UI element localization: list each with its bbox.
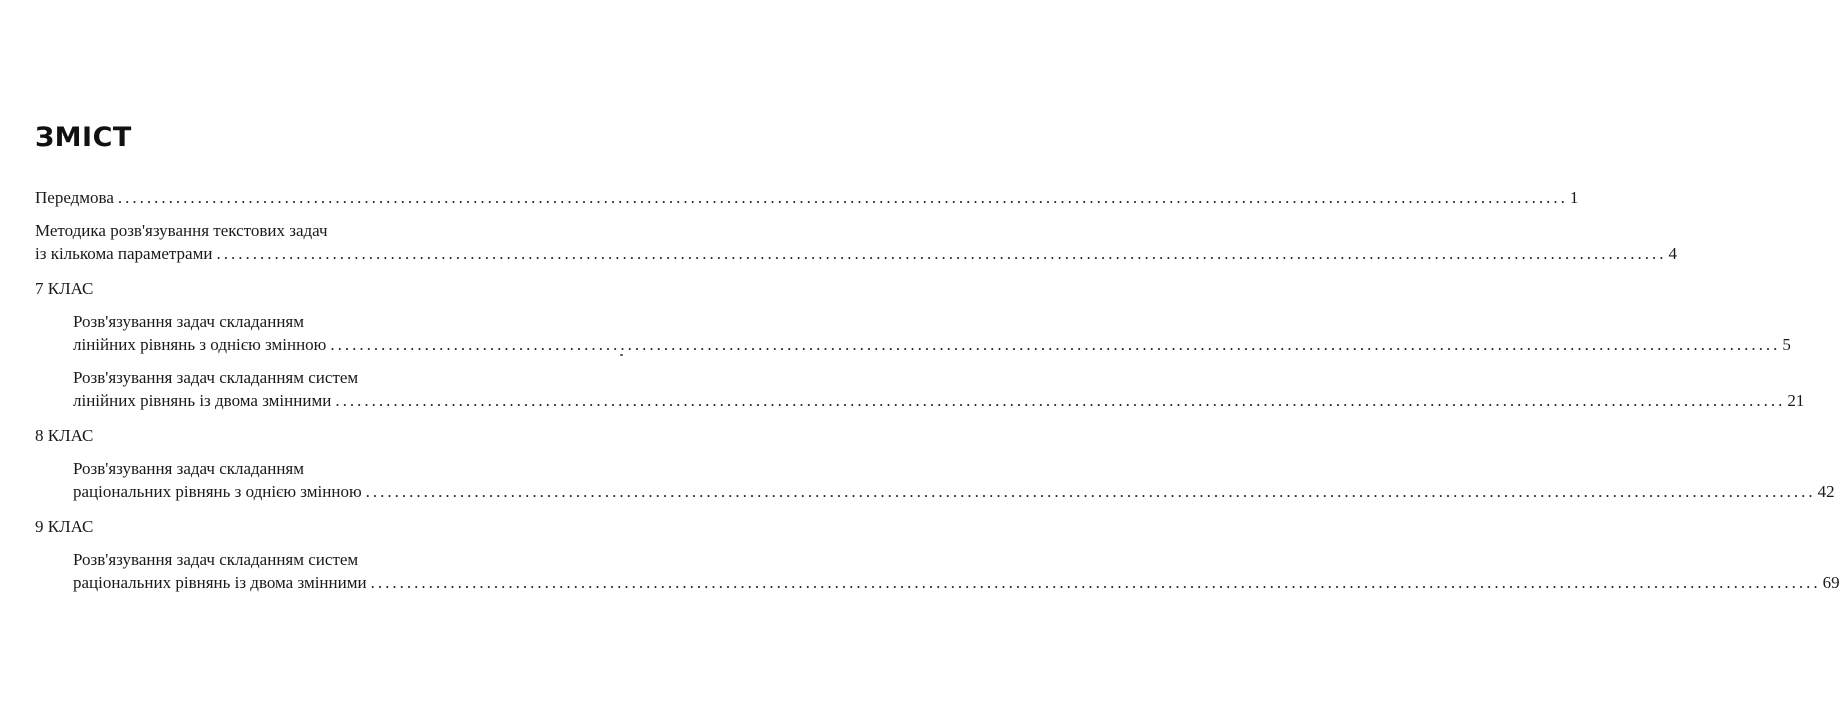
section-heading-grade-7: 7 КЛАС (35, 279, 94, 298)
entry-title-line-2: із кількома параметрами (35, 244, 213, 263)
toc-entry-grade9-item1 (73, 548, 1840, 594)
dot-leader: ........................................................................................................................................................................................................ (370, 573, 1821, 592)
entry-title-line-1: Розв'язування задач складанням систем (73, 550, 359, 569)
entry-title-line-2: лінійних рівнянь з однією змінною (73, 335, 327, 354)
dot-leader: ........................................................................................................................................................................................................ (330, 335, 1781, 354)
entry-title-line-1: Розв'язування задач складанням систем (73, 368, 359, 387)
toc-entry-method (35, 219, 1677, 265)
page-number: 5 (1782, 335, 1791, 354)
entry-title-line-1: Методика розв'язування текстових задач (35, 221, 328, 240)
page-number: 42 (1817, 482, 1835, 501)
dot-leader: ........................................................................................................................................................................................................ (216, 244, 1667, 263)
toc-entry-preface (35, 186, 1579, 209)
dot-leader: ........................................................................................................................................................................................................ (365, 482, 1816, 501)
entry-title-line-1: Розв'язування задач складанням (73, 312, 305, 331)
page-title: ЗМІСТ (35, 122, 132, 153)
page-number: 69 (1822, 573, 1840, 592)
dot-leader: ........................................................................................................................................................................................................ (117, 188, 1568, 207)
toc-entry-grade7-item1 (73, 310, 1791, 356)
page-number: 4 (1668, 244, 1677, 263)
entry-title-line-2: лінійних рівнянь із двома змінними (73, 391, 332, 410)
dot-leader: ........................................................................................................................................................................................................ (335, 391, 1786, 410)
section-heading-grade-9: 9 КЛАС (35, 517, 94, 536)
print-speck (620, 354, 623, 356)
page-number: 21 (1787, 391, 1805, 410)
page-number: 1 (1569, 188, 1579, 207)
section-heading-grade-8: 8 КЛАС (35, 426, 94, 445)
table-of-contents (35, 186, 1840, 594)
entry-title-line-2: раціональних рівнянь із двома змінними (73, 573, 367, 592)
toc-entry-grade7-item2 (73, 366, 1805, 412)
toc-entry-grade8-item1 (73, 457, 1835, 503)
entry-title-line-1: Розв'язування задач складанням (73, 459, 305, 478)
entry-title-line-2: раціональних рівнянь з однією змінною (73, 482, 362, 501)
entry-title: Передмова (35, 188, 114, 207)
